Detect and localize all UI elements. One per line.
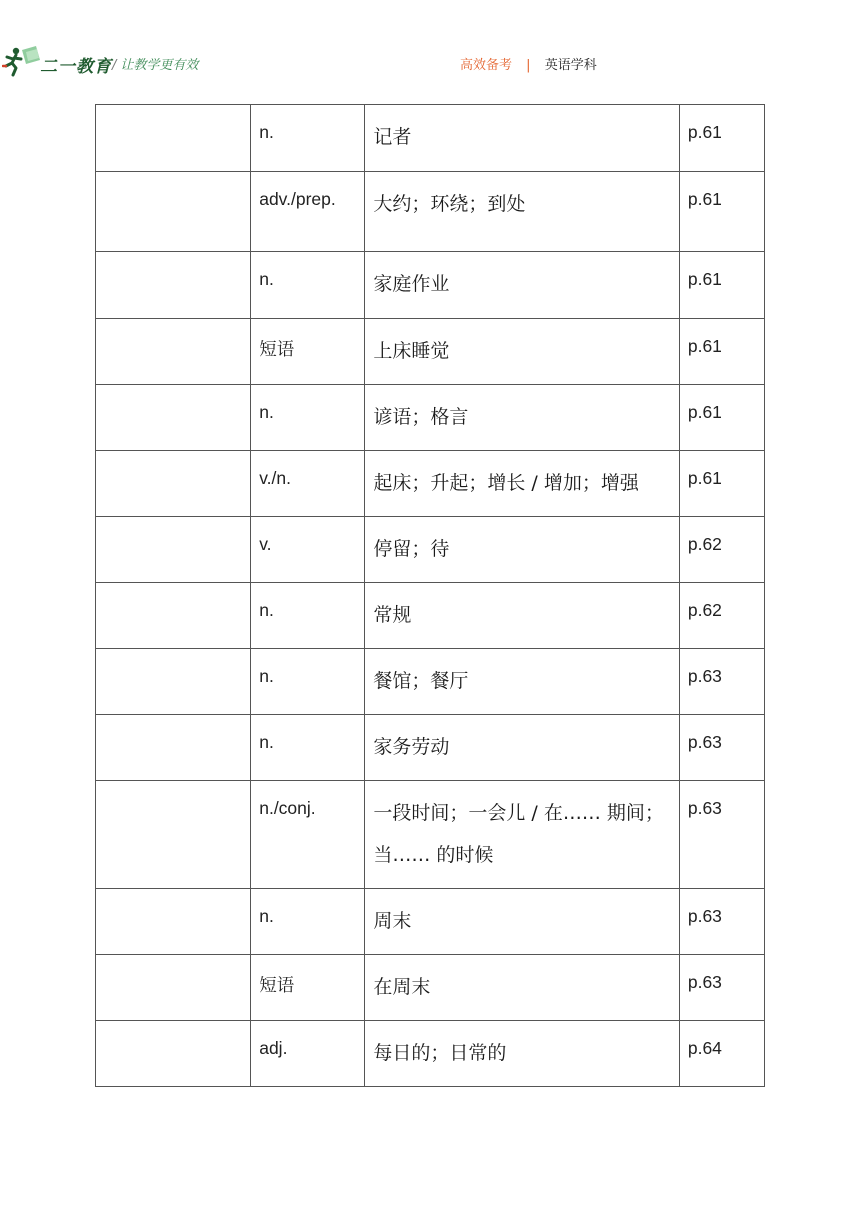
word-cell	[96, 715, 251, 781]
pos-cell	[251, 319, 365, 385]
word-cell	[96, 105, 251, 172]
word-cell	[96, 385, 251, 451]
page-cell	[679, 649, 764, 715]
word-cell	[96, 1021, 251, 1087]
pos-cell	[251, 451, 365, 517]
word-cell	[96, 319, 251, 385]
meaning: 在周末	[373, 976, 431, 998]
pos-cell	[251, 781, 365, 889]
part-of-speech: n.	[259, 906, 274, 926]
exam-prep-label: 高效备考	[460, 58, 513, 73]
vocabulary-table	[95, 104, 765, 1087]
page-cell	[679, 517, 764, 583]
word-cell	[96, 517, 251, 583]
page-cell	[679, 889, 764, 955]
pos-cell	[251, 649, 365, 715]
meaning: 一段时间；一会儿 / 在…… 期间；当…… 的时候	[373, 802, 664, 866]
meaning: 起床；升起；增长 / 增加；增强	[373, 472, 639, 494]
word-cell	[96, 252, 251, 319]
meaning: 每日的；日常的	[373, 1042, 507, 1064]
meaning: 家务劳动	[373, 736, 450, 758]
slogan-separator: /	[112, 58, 117, 73]
pos-cell	[251, 252, 365, 319]
part-of-speech: 短语	[259, 975, 295, 995]
meaning-cell	[365, 172, 679, 252]
page-ref: p.64	[687, 1038, 722, 1058]
page-ref: p.62	[687, 534, 722, 554]
pos-cell	[251, 1021, 365, 1087]
pos-cell	[251, 583, 365, 649]
page-ref: p.61	[687, 122, 722, 142]
part-of-speech: n.	[259, 122, 274, 142]
meaning: 停留；待	[373, 538, 450, 560]
part-of-speech: v.	[259, 534, 272, 554]
page-header	[0, 40, 860, 84]
meaning: 记者	[373, 126, 412, 148]
part-of-speech: n.	[259, 600, 274, 620]
word-cell	[96, 451, 251, 517]
page-ref: p.61	[687, 468, 722, 488]
page-cell	[679, 319, 764, 385]
slogan	[112, 54, 198, 73]
meaning-cell	[365, 1021, 679, 1087]
page-cell	[679, 583, 764, 649]
pos-cell	[251, 517, 365, 583]
page-cell	[679, 781, 764, 889]
page-ref: p.63	[687, 666, 722, 686]
page-ref: p.63	[687, 972, 722, 992]
subject-label: 英语学科	[544, 58, 597, 73]
word-cell	[96, 649, 251, 715]
brand-name: 二一教育	[40, 57, 112, 77]
page-ref: p.63	[687, 906, 722, 926]
meaning: 周末	[373, 910, 412, 932]
page-cell	[679, 955, 764, 1021]
meaning-cell	[365, 781, 679, 889]
pos-cell	[251, 385, 365, 451]
page-cell	[679, 252, 764, 319]
page-cell	[679, 715, 764, 781]
part-of-speech: n.	[259, 402, 274, 422]
pos-cell	[251, 955, 365, 1021]
pos-cell	[251, 172, 365, 252]
word-cell	[96, 172, 251, 252]
page-ref: p.63	[687, 798, 722, 818]
table-row	[96, 781, 765, 889]
meaning: 谚语；格言	[373, 406, 469, 428]
page-ref: p.62	[687, 600, 722, 620]
page-ref: p.61	[687, 189, 722, 209]
table-row	[96, 1021, 765, 1087]
page-ref: p.61	[687, 269, 722, 289]
pos-cell	[251, 105, 365, 172]
pos-cell	[251, 715, 365, 781]
part-of-speech: n.	[259, 269, 274, 289]
part-of-speech: 短语	[259, 339, 295, 359]
meaning: 大约；环绕；到处	[373, 193, 526, 215]
part-of-speech: n./conj.	[259, 798, 316, 818]
part-of-speech: adj.	[259, 1038, 288, 1058]
page-ref: p.61	[687, 336, 722, 356]
part-of-speech: adv./prep.	[259, 189, 336, 209]
word-cell	[96, 583, 251, 649]
header-divider: |	[526, 58, 531, 73]
word-cell	[96, 889, 251, 955]
pos-cell	[251, 889, 365, 955]
part-of-speech: n.	[259, 666, 274, 686]
page-cell	[679, 172, 764, 252]
page-cell	[679, 451, 764, 517]
runner-logo-icon	[2, 44, 44, 78]
page-ref: p.61	[687, 402, 722, 422]
part-of-speech: v./n.	[259, 468, 291, 488]
page-cell	[679, 385, 764, 451]
page-cell	[679, 1021, 764, 1087]
meaning: 上床睡觉	[373, 340, 450, 362]
page-ref: p.63	[687, 732, 722, 752]
header-subject-tag	[460, 54, 597, 73]
page-cell	[679, 105, 764, 172]
table-row	[96, 172, 765, 252]
meaning: 餐馆；餐厅	[373, 670, 469, 692]
slogan-text: 让教学更有效	[120, 58, 199, 73]
part-of-speech: n.	[259, 732, 274, 752]
meaning: 常规	[373, 604, 412, 626]
meaning: 家庭作业	[373, 273, 450, 295]
word-cell	[96, 955, 251, 1021]
word-cell	[96, 781, 251, 889]
